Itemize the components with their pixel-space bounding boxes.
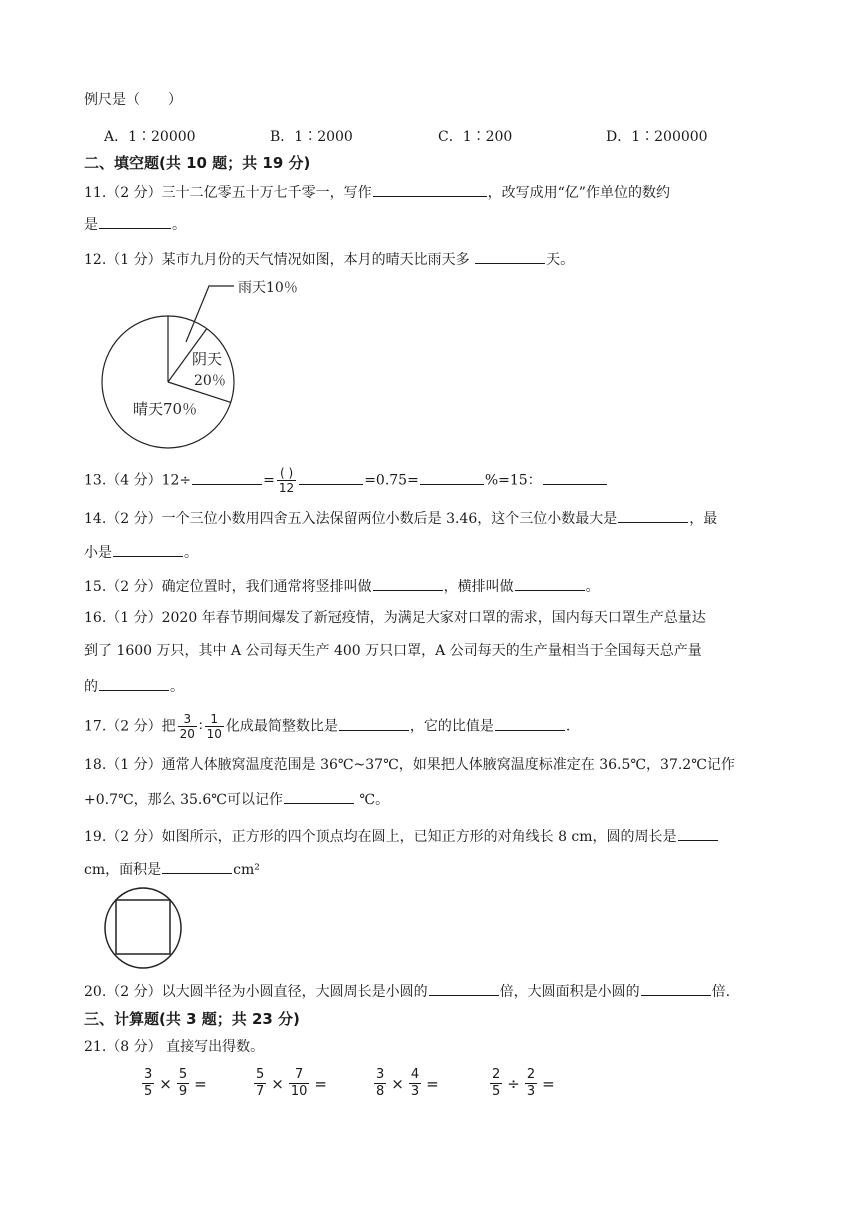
q20-prefix: 20.（2 分）以大圆半径为小圆直径，大圆周长是小圆的 [84,984,428,1000]
section2-title: 二、填空题(共 10 题；共 19 分) [84,154,311,172]
q20-blank-1[interactable] [429,980,499,996]
q20-end: 倍. [711,984,731,1000]
calc3-frac-a [374,1067,386,1100]
calc2-frac-a [254,1067,266,1100]
calc1-a-num: 3 [144,1067,153,1082]
q13-frac-num: ( ) [279,466,294,480]
calc3-a-den: 8 [376,1084,385,1099]
calc2-equals: = [314,1074,327,1093]
q17-f1-den: 20 [179,727,195,741]
square-in-circle-figure [100,884,186,972]
q13-eq2: =0.75= [364,472,419,489]
q13-blank-4[interactable] [543,469,607,485]
calc3-b-den: 3 [410,1084,420,1099]
q17-mid: 化成最简整数比是 [225,718,338,735]
calc4-equals: = [542,1074,555,1093]
calc-expr-4 [488,1067,558,1100]
pie-label-sunny: 晴天70％ [133,400,198,418]
rainy-leader-line [186,286,234,342]
calc4-a-den: 5 [492,1084,501,1099]
calc1-equals: = [194,1074,207,1093]
q11-line2-prefix: 是 [84,217,98,233]
q13-pct: %=15： [484,472,542,489]
q15-blank-2[interactable] [515,575,585,591]
calc-expr-1 [140,1067,210,1100]
q14-mid: ，最 [689,511,718,527]
calc2-b-den: 10 [290,1084,308,1099]
q10-tail: 例尺是（ ） [84,92,182,108]
calc1-operator: × [159,1074,172,1093]
calc4-frac-b [525,1067,537,1100]
calc3-a-num: 3 [376,1067,385,1082]
q20-blank-2[interactable] [641,980,711,996]
q12-line [84,248,574,270]
q17-f2-num: 1 [210,712,219,726]
q11-end: 。 [172,217,186,233]
calc3-operator: × [391,1074,404,1093]
q11-prefix: 11.（2 分）三十二亿零五十万七千零一，写作 [84,185,372,201]
calc-expr-2 [252,1067,330,1100]
inscribed-square [116,900,170,954]
section3-title: 三、计算题(共 3 题；共 23 分) [84,1010,300,1028]
q15-mid: ，横排叫做 [443,579,514,595]
q14-blank-2[interactable] [113,541,183,557]
q15-line [84,575,600,597]
q17-f2-den: 10 [206,727,222,741]
q17-colon: ∶ [198,718,203,735]
q14-line2 [84,541,198,563]
pie-label-rainy: 雨天10％ [238,280,298,296]
q10-option-a: A．1∶20000 [104,129,196,145]
q16-line1: 16.（1 分）2020 年春节期间爆发了新冠疫情，为满足大家对口罩的需求，国内每天口罩生产总量达 [84,610,706,626]
q19-blank-1[interactable] [678,825,718,841]
q19-line2-prefix: cm，面积是 [84,862,162,878]
q14-line1 [84,507,717,529]
q13-frac-den: 12 [278,481,295,495]
q11-blank-1[interactable] [373,181,487,197]
q21-line: 21.（8 分） 直接写出得数。 [84,1039,265,1055]
q16-line3 [84,675,184,697]
q13-blank-3[interactable] [420,469,484,485]
q18-blank[interactable] [284,788,354,804]
calc3-frac-b [409,1067,421,1100]
calc-expr-3 [372,1067,442,1100]
q14-line2-prefix: 小是 [84,545,112,561]
q13-line [84,466,608,495]
q13-blank-2[interactable] [299,469,363,485]
calc2-a-num: 5 [256,1067,265,1082]
q20-line [84,980,730,1002]
q12-end: 天。 [546,252,575,268]
q12-blank[interactable] [475,248,545,264]
q17-blank-2[interactable] [495,715,565,731]
q16-line3-prefix: 的 [84,679,98,695]
q11-mid: ，改写成用“亿”作单位的数约 [487,185,670,201]
q13-eq1: = [263,472,275,489]
q19-end: cm² [233,862,260,878]
q15-prefix: 15.（2 分）确定位置时，我们通常将竖排叫做 [84,579,372,595]
q16-end: 。 [170,679,184,695]
q17-f1-num: 3 [183,712,192,726]
q17-prefix: 17.（2 分）把 [84,718,176,735]
q18-line1: 18.（1 分）通常人体腋窝温度范围是 36℃~37℃，如果把人体腋窝温度标准定在 36.5℃，37.2℃记作 [84,757,735,773]
q10-option-c: C．1∶200 [438,129,513,145]
q11-line2 [84,213,186,235]
calc1-frac-b [177,1067,189,1100]
q18-end: ℃。 [354,792,390,808]
pie-label-cloudy-pct: 20％ [194,373,226,389]
q16-line2: 到了 1600 万只，其中 A 公司每天生产 400 万只口罩，A 公司每天的生产量相当于全国每天总产量 [84,643,702,659]
calc3-b-num: 4 [410,1067,420,1082]
q11-line1 [84,181,670,203]
calc2-b-num: 7 [294,1067,304,1082]
calc2-a-den: 7 [256,1084,265,1099]
q16-blank[interactable] [99,675,169,691]
q20-mid: 倍，大圆面积是小圆的 [499,984,640,1000]
q17-blank-1[interactable] [339,715,409,731]
calc2-operator: × [271,1074,284,1093]
q19-line1-text: 19.（2 分）如图所示，正方形的四个顶点均在圆上，已知正方形的对角线长 8 cm，圆的周长是 [84,829,677,845]
q15-end: 。 [585,579,600,595]
q18-line2-prefix: +0.7℃，那么 35.6℃可以记作 [84,792,283,808]
pie-label-cloudy-name: 阴天 [192,350,223,368]
q17-fraction-1 [178,712,197,741]
q13-prefix: 13.（4 分）12÷ [84,472,192,489]
calc4-b-den: 3 [526,1084,536,1099]
q19-blank-2[interactable] [162,858,232,874]
q14-end: 。 [184,545,198,561]
q17-mid2: ，它的比值是 [409,718,494,735]
q10-option-d: D．1∶200000 [606,129,708,145]
q10-option-b: B．1∶2000 [270,129,353,145]
q17-fraction-2 [205,712,224,741]
q17-end: . [565,718,571,735]
calc3-equals: = [426,1074,439,1093]
q13-fraction [277,466,296,495]
calc2-frac-b [289,1067,310,1100]
weather-pie-chart [96,272,316,452]
q18-line2 [84,788,389,810]
q17-line [84,712,570,741]
calc4-operator: ÷ [507,1074,520,1093]
q14-prefix: 14.（2 分）一个三位小数用四舍五入法保留两位小数后是 3.46，这个三位小数最大是 [84,511,618,527]
q19-line1 [84,825,719,847]
calc1-b-num: 5 [178,1067,188,1082]
q14-blank-1[interactable] [618,507,688,523]
calc1-b-den: 9 [178,1084,188,1099]
calc1-frac-a [142,1067,154,1100]
q13-blank-1[interactable] [192,469,262,485]
q11-blank-2[interactable] [99,213,171,229]
calc1-a-den: 5 [144,1084,153,1099]
q12-prefix: 12.（1 分）某市九月份的天气情况如图，本月的晴天比雨天多 [84,252,475,268]
calc4-b-num: 2 [526,1067,536,1082]
q15-blank-1[interactable] [373,575,443,591]
calc4-a-num: 2 [492,1067,501,1082]
q19-line2 [84,858,260,880]
calc4-frac-a [490,1067,502,1100]
